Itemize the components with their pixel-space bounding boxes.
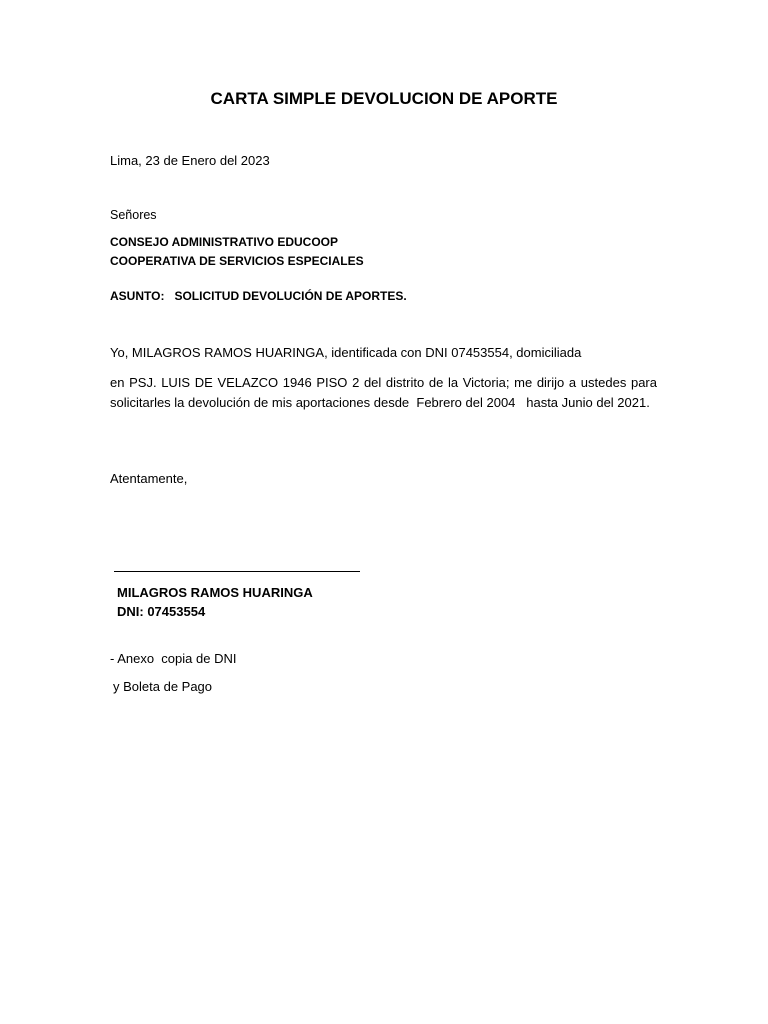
recipient-line-2: COOPERATIVA DE SERVICIOS ESPECIALES <box>110 254 364 268</box>
closing: Atentamente, <box>110 471 188 486</box>
salutation: Señores <box>110 208 157 222</box>
recipient-block <box>110 233 364 271</box>
letter-title: CARTA SIMPLE DEVOLUCION DE APORTE <box>210 89 558 108</box>
signer-id: DNI: 07453554 <box>117 604 206 619</box>
signer-name: MILAGROS RAMOS HUARINGA <box>117 585 313 600</box>
annex-line-1: - Anexo copia de DNI <box>110 651 237 666</box>
signer-block <box>117 583 313 621</box>
body-paragraph-2: en PSJ. LUIS DE VELAZCO 1946 PISO 2 del distrito de la Victoria; me dirijo a ustedes para solicitarles la devolución de mis aportaciones desde Febrero del 2004 hasta Junio del 2021. <box>110 375 661 410</box>
place-date: Lima, 23 de Enero del 2023 <box>110 153 270 168</box>
annex-line-2: y Boleta de Pago <box>113 679 213 694</box>
recipient-line-1: CONSEJO ADMINISTRATIVO EDUCOOP <box>110 235 339 249</box>
subject-line: ASUNTO: SOLICITUD DEVOLUCIÓN DE APORTES. <box>110 289 407 303</box>
signature-line <box>114 571 360 572</box>
body-paragraph-1: Yo, MILAGROS RAMOS HUARINGA, identificada con DNI 07453554, domiciliada <box>110 345 582 360</box>
